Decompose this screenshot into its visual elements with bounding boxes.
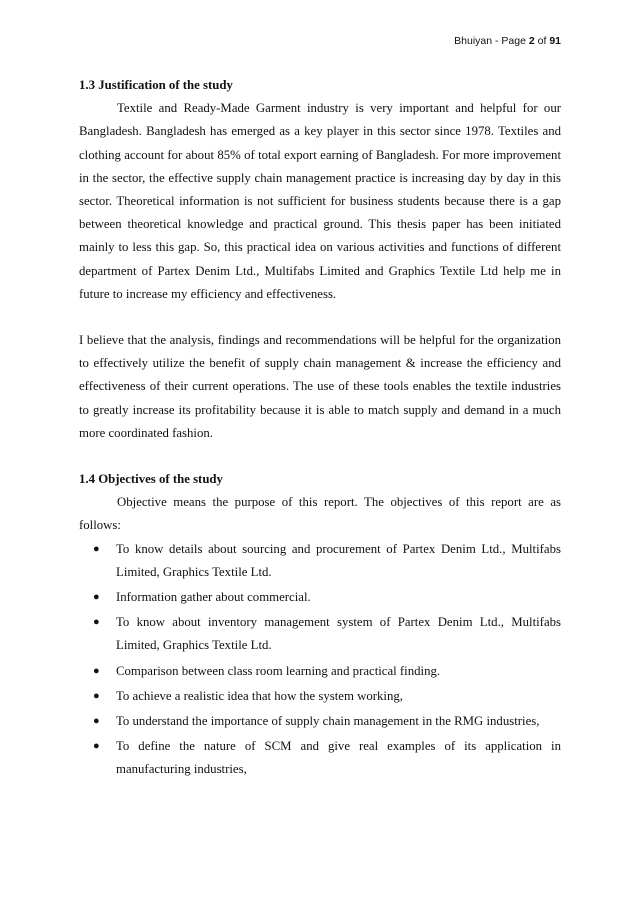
section-spacer bbox=[79, 445, 561, 468]
list-item bbox=[79, 685, 561, 708]
header-total-pages: 91 bbox=[549, 35, 561, 47]
paragraph-spacer bbox=[79, 306, 561, 329]
bullet-icon: ● bbox=[93, 542, 100, 555]
objective-text: To define the nature of SCM and give real examples of its application in manufacturing industries, bbox=[116, 739, 561, 777]
bullet-icon: ● bbox=[93, 740, 100, 753]
bullet-icon: ● bbox=[93, 715, 100, 728]
section-1-3-paragraph-1: Textile and Ready-Made Garment industry is very important and helpful for our Bangladesh. Bangladesh has emerged as a key player in this sector since 1978. Textiles and clothing account for about 85% of total export earning of Bangladesh. For more improvement in the sector, the effective supply chain management practice is increasing day by day in this sector. Theoretical information is not sufficient for business students because there is a gap between theoretical knowledge and practical ground. This thesis paper has been initiated mainly to less this gap. So, this practical idea on various activities and functions of different department of Partex Denim Ltd., Multifabs Limited and Graphics Textile Ltd help me in future to increase my efficiency and effectiveness. bbox=[79, 101, 561, 301]
objective-text: To achieve a realistic idea that how the system working, bbox=[116, 688, 403, 703]
objective-text: Information gather about commercial. bbox=[116, 590, 311, 605]
page-header bbox=[454, 35, 561, 47]
bullet-icon: ● bbox=[93, 591, 100, 604]
list-item bbox=[79, 710, 561, 733]
objective-text: To understand the importance of supply chain management in the RMG industries, bbox=[116, 714, 540, 729]
objective-text: Comparison between class room learning and practical finding. bbox=[116, 663, 441, 678]
list-item bbox=[79, 611, 561, 657]
objective-text: To know about inventory management system of Partex Denim Ltd., Multifabs Limited, Graphics Textile Ltd. bbox=[116, 615, 561, 653]
objectives-list bbox=[79, 538, 561, 782]
bullet-icon: ● bbox=[93, 664, 100, 677]
section-1-3-paragraph-2: I believe that the analysis, findings and recommendations will be helpful for the organization to effectively utilize the benefit of supply chain management & increase the efficiency and effectiveness of their current operations. The use of these tools enables the textile industries to greatly increase its profitability because it is able to match supply and demand in a much more coordinated fashion. bbox=[79, 333, 561, 440]
section-1-3-heading: 1.3 Justification of the study bbox=[79, 78, 233, 92]
objective-text: To know details about sourcing and procurement of Partex Denim Ltd., Multifabs Limited, Graphics Textile Ltd. bbox=[116, 541, 561, 579]
list-item bbox=[79, 538, 561, 584]
header-author-page: Bhuiyan - Page bbox=[454, 35, 529, 47]
list-item bbox=[79, 660, 561, 683]
section-1-4-intro: Objective means the purpose of this report. The objectives of this report are as follows: bbox=[79, 495, 561, 533]
section-1-4-heading: 1.4 Objectives of the study bbox=[79, 472, 223, 487]
document-body bbox=[79, 74, 561, 784]
list-item bbox=[79, 735, 561, 781]
header-of: of bbox=[534, 35, 550, 47]
bullet-icon: ● bbox=[93, 616, 100, 629]
list-item bbox=[79, 586, 561, 609]
bullet-icon: ● bbox=[93, 689, 100, 702]
header-current-page: 2 bbox=[528, 35, 535, 47]
